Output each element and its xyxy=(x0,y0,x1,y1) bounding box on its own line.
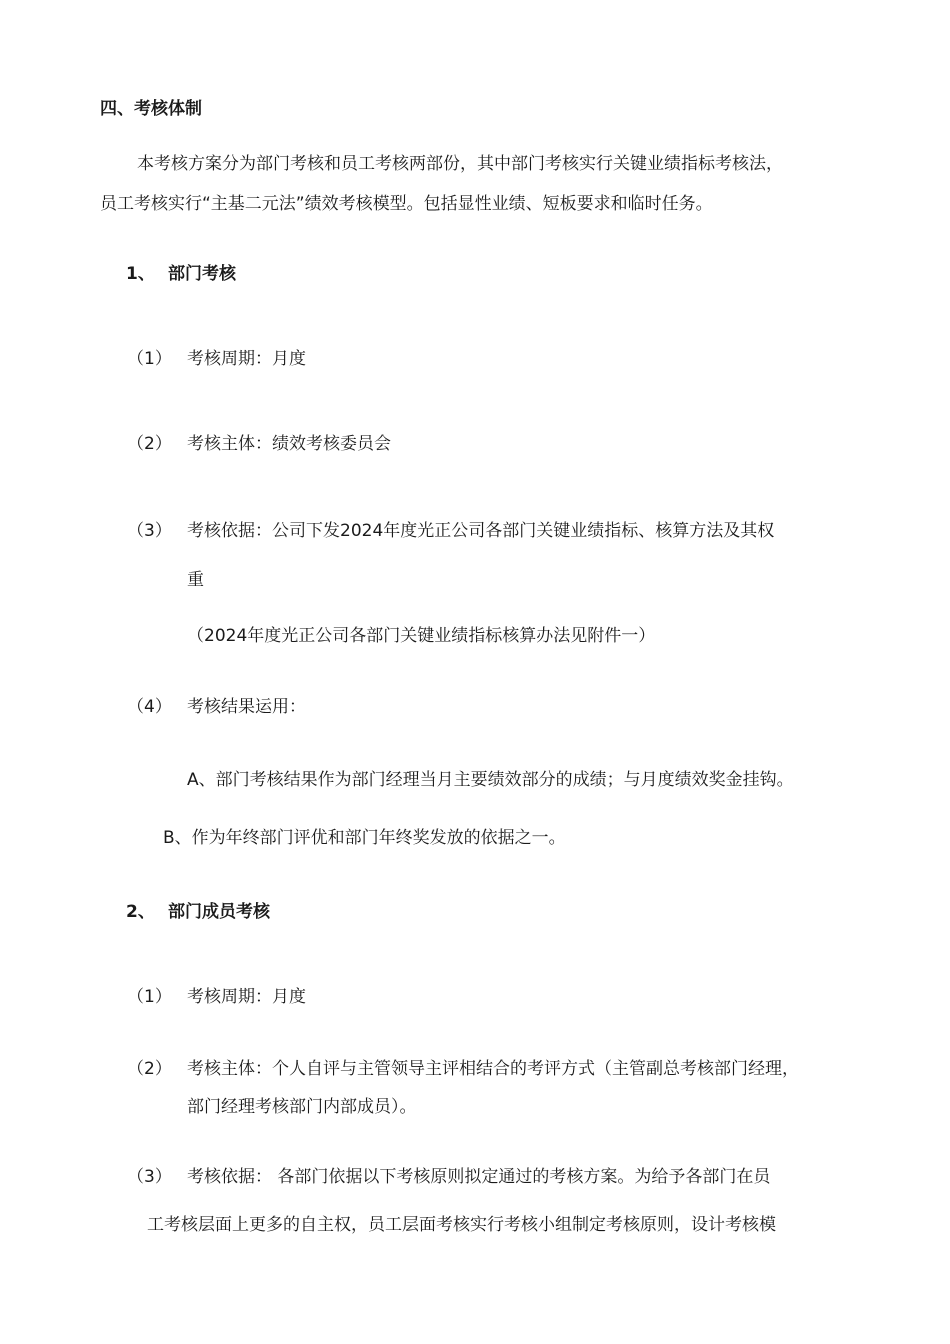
member-item-3-text: 考核依据： 各部门依据以下考核原则拟定通过的考核方案。为给予各部门在员 xyxy=(187,1167,771,1187)
section-title: 四、考核体制 xyxy=(100,99,202,119)
dept-result-a: A、部门考核结果作为部门经理当月主要绩效部分的成绩；与月度绩效奖金挂钩。 xyxy=(187,770,794,790)
dept-item-1-number: （1） xyxy=(127,349,172,369)
member-item-3-continuation: 工考核层面上更多的自主权，员工层面考核实行考核小组制定考核原则，设计考核模 xyxy=(147,1215,776,1235)
dept-item-3-number: （3） xyxy=(127,521,172,541)
dept-heading-title: 部门考核 xyxy=(168,264,236,284)
member-item-2-text: 考核主体：个人自评与主管领导主评相结合的考评方式（主管副总考核部门经理， xyxy=(187,1059,799,1079)
dept-attachment-note: （2024年度光正公司各部门关键业绩指标核算办法见附件一） xyxy=(187,626,656,646)
member-item-3-number: （3） xyxy=(127,1167,172,1187)
dept-item-2-text: 考核主体：绩效考核委员会 xyxy=(187,434,391,454)
intro-line-1: 本考核方案分为部门考核和员工考核两部份，其中部门考核实行关键业绩指标考核法， xyxy=(137,154,783,174)
dept-item-1-text: 考核周期：月度 xyxy=(187,349,306,369)
dept-item-3-text: 考核依据：公司下发2024年度光正公司各部门关键业绩指标、核算方法及其权 xyxy=(187,521,775,541)
dept-item-4-text: 考核结果运用： xyxy=(187,697,306,717)
dept-item-4-number: （4） xyxy=(127,697,172,717)
dept-heading-number: 1、 xyxy=(126,264,155,284)
intro-line-2: 员工考核实行“主基二元法”绩效考核模型。包括显性业绩、短板要求和临时任务。 xyxy=(100,194,713,214)
member-heading-number: 2、 xyxy=(126,902,155,922)
dept-item-2-number: （2） xyxy=(127,434,172,454)
member-heading-title: 部门成员考核 xyxy=(168,902,270,922)
member-item-2-continuation: 部门经理考核部门内部成员）。 xyxy=(187,1097,417,1117)
member-item-1-text: 考核周期：月度 xyxy=(187,987,306,1007)
dept-result-b: B、作为年终部门评优和部门年终奖发放的依据之一。 xyxy=(163,828,566,848)
member-item-2-number: （2） xyxy=(127,1059,172,1079)
member-item-1-number: （1） xyxy=(127,987,172,1007)
dept-item-3-continuation: 重 xyxy=(187,570,204,590)
